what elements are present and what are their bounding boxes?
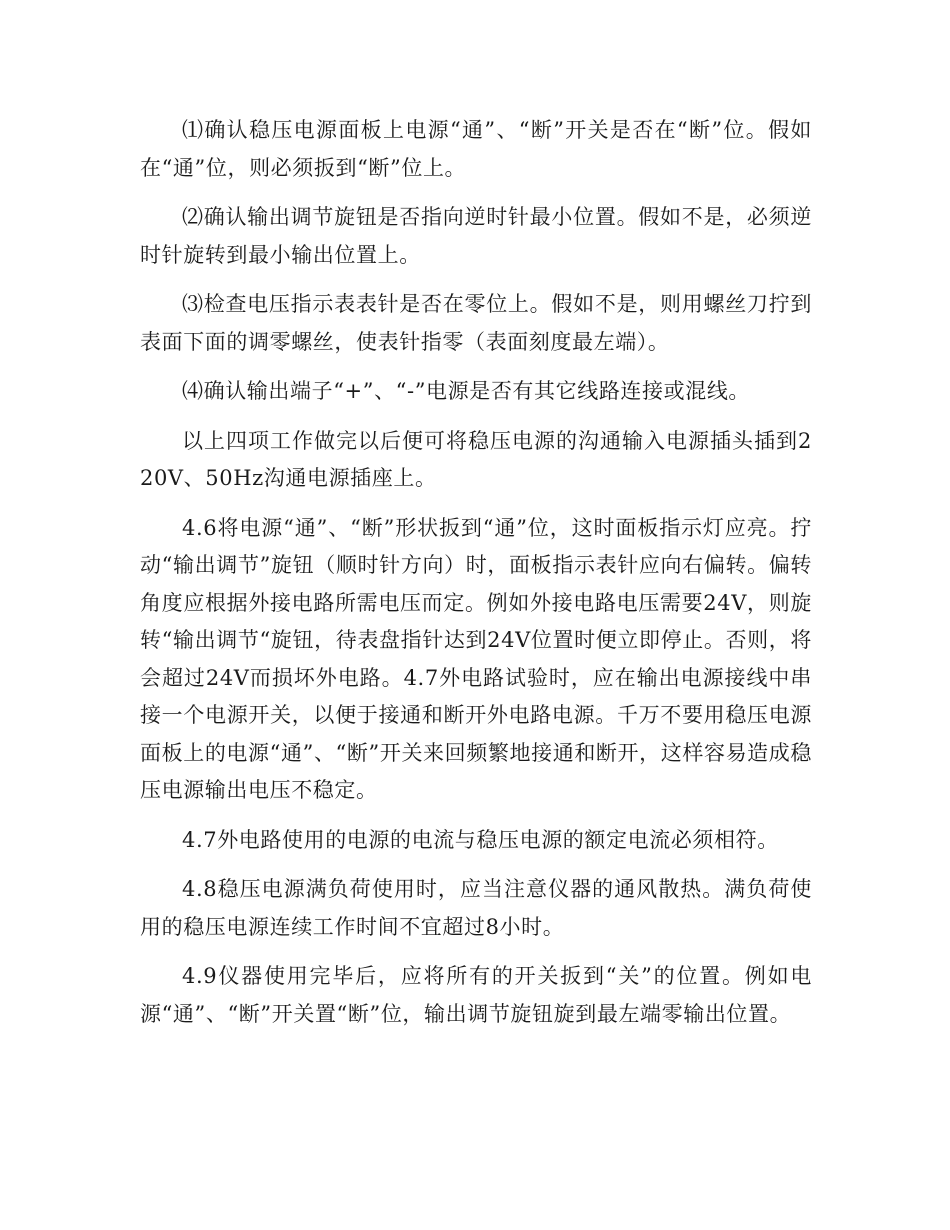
paragraph-connect-mains: 以上四项工作做完以后便可将稳压电源的沟通输入电源插头插到220V、50Hz沟通电源插座上。 xyxy=(140,428,812,490)
paragraph-section-4-6: 4.6将电源“通”、“断”形状扳到“通”位，这时面板指示灯应亮。拧动“输出调节”旋钮（顺时针方向）时，面板指示表针应向右偏转。偏转角度应根据外接电路所需电压而定。例如外接电路电压需要24V，则旋转“输出调节“旋钮，待表盘指针达到24V位置时便立即停止。否则，将会超过24V而损坏外电路。4.7外电路试验时，应在输出电源接线中串接一个电源开关，以便于接通和断开外电路电源。千万不要用稳压电源面板上的电源“通”、“断”开关来回频繁地接通和断开，这样容易造成稳压电源输出电压不稳定。 xyxy=(140,515,812,802)
paragraph-section-4-7: 4.7外电路使用的电源的电流与稳压电源的额定电流必须相符。 xyxy=(182,827,779,852)
paragraph-section-4-9: 4.9仪器使用完毕后，应将所有的开关扳到“关”的位置。例如电源“通”、“断”开关置“断”位，输出调节旋钮旋到最左端零输出位置。 xyxy=(140,964,812,1026)
paragraph-section-4-8: 4.8稳压电源满负荷使用时，应当注意仪器的通风散热。满负荷使用的稳压电源连续工作时间不宜超过8小时。 xyxy=(140,877,812,939)
document-body xyxy=(140,112,812,1045)
paragraph-check-power-switch: ⑴确认稳压电源面板上电源“通”、“断”开关是否在“断”位。假如在“通”位，则必须扳到“断”位上。 xyxy=(140,118,812,180)
paragraph-check-meter-zero: ⑶检查电压指示表表针是否在零位上。假如不是，则用螺丝刀拧到表面下面的调零螺丝，使表针指零（表面刻度最左端）。 xyxy=(140,292,812,354)
paragraph-check-output-knob: ⑵确认输出调节旋钮是否指向逆时针最小位置。假如不是，必须逆时针旋转到最小输出位置上。 xyxy=(140,205,812,267)
paragraph-check-terminals: ⑷确认输出端子“+”、“-”电源是否有其它线路连接或混线。 xyxy=(182,379,751,403)
